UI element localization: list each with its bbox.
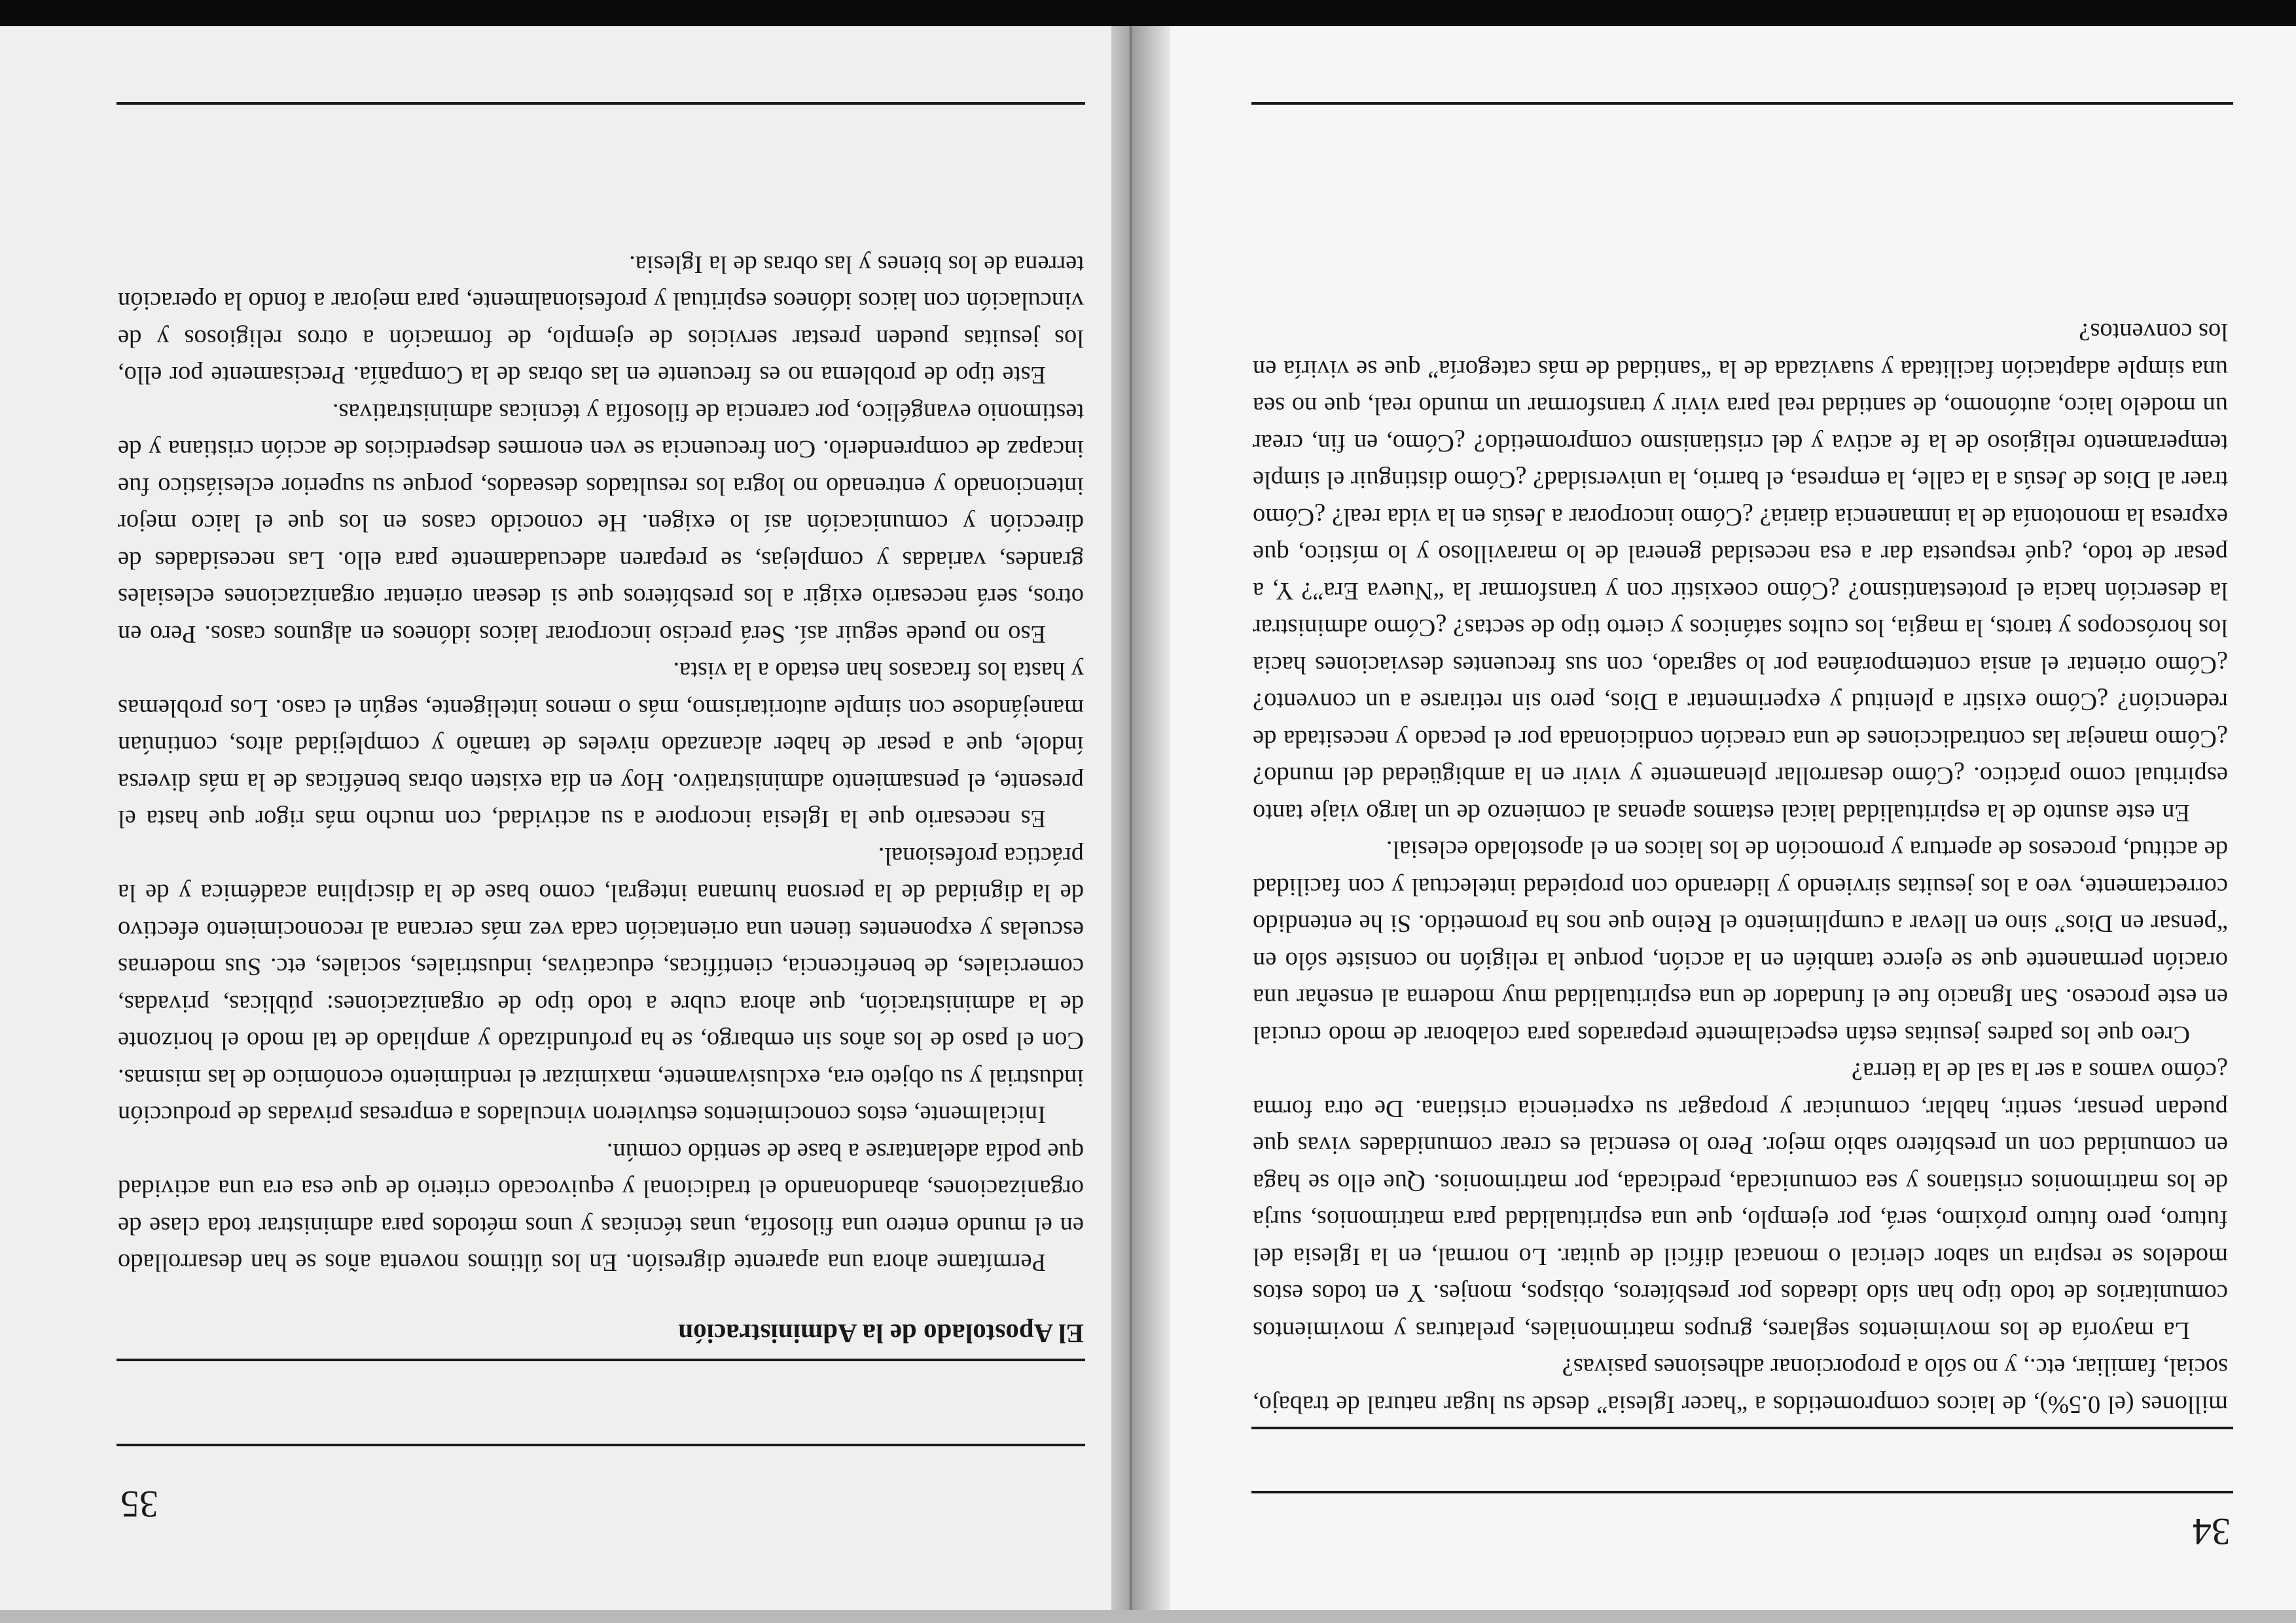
paragraph: Creo que los padres jesuitas están especialmente preparados para colaborar de modo crucial en este proceso. San Ignacio fue el fundador de una espiritualidad muy moderna al enseñar una oración permanente que se ejerce también en la acción, porque la religión no consiste sólo en “pensar en Dios” sino en llevar a cumplimiento el Reino que nos ha prometido. Si he entendido correctamente, veo a los jesuitas sirviendo y liderando con propiedad intelectual y con facilidad de actitud, procesos de apertura y promoción de los laicos en el apostolado eclesial. — [1253, 836, 2228, 1048]
paragraph: Este tipo de problema no es frecuente en las obras de la Compañía. Precisamente por ello, los jesuitas pueden prestar servicios de ejemplo, de formación a otros religiosos y de vinculación con laicos idóneos espiritual y profesionalmente, para mejorar a fondo la operación terrena de los bienes y las obras de la Iglesia. — [118, 251, 1084, 389]
paragraph: Es necesario que la Iglesia incorpore a su actividad, con mucho más rigor que hasta el presente, el pensamiento administrativo. Hoy en día existen obras benéficas de la más diversa índole, que a pesar de haber alcanzado niveles de tamaño y complejidad altos, continúan manejándose con simple autoritarismo, más o menos inteligente, según el caso. Los problemas y hasta los fracasos han estado a la vista. — [118, 657, 1084, 833]
paragraph: Inicialmente, estos conocimientos estuvieron vinculados a empresas privadas de producción industrial y su objeto era, exclusivamente, maximizar el rendimiento económico de las mismas. Con el paso de los años sin embargo, se ha profundizado y ampliado de tal modo el horizonte de la administración, que ahora cubre a todo tipo de organizaciones: públicas, privadas, comerciales, de beneficencia, científicas, educativas, industriales, sociales, etc. Sus modernas escuelas y exponentes tienen una orientación cada vez más cercana al reconocimiento efectivo de la dignidad de la persona humana integral, como base de la disciplina académica y de la práctica profesional. — [118, 842, 1084, 1129]
page-34 — [1131, 26, 2296, 1610]
page-35-body — [118, 246, 1084, 1353]
section-heading: El Apostolado de la Administración — [678, 1319, 1084, 1349]
page-number-35: 35 — [120, 1483, 158, 1525]
footer-rule — [117, 102, 1085, 105]
paragraph: Eso no puede seguir así. Será preciso incorporar laicos idóneos en algunos casos. Pero en otros, será necesario exigir a los presbíteros que si desean orientar organizaciones eclesiales grandes, variadas y complejas, se preparen adecuadamente para ello. Las necesidades de dirección y comunicación así lo exigen. He conocido casos en los que el laico mejor intencionado y entrenado no logra los resultados deseados, porque su superior eclesiástico fue incapaz de comprenderlo. Con frecuencia se ven enormes desperdicios de acción cristiana y de testimonio evangélico, por carencia de filosofía y técnicas administrativas. — [118, 399, 1084, 648]
page-number-34: 34 — [2193, 1510, 2231, 1553]
header-rule-lower — [117, 1359, 1085, 1361]
header-rule-lower — [1251, 1427, 2233, 1429]
page-34-text — [1253, 313, 2228, 1423]
header-rule — [1251, 1491, 2233, 1493]
paragraph: En este asunto de la espiritualidad laical estamos apenas al comienzo de un largo viaje tanto espiritual como práctico. ¿Cómo desarrollar plenamente y vivir en la ambigüedad del mundo? ¿Cómo manejar las contradicciones de una creación condicionada por el pecado y necesitada de redención? ¿Cómo existir a plenitud y experimentar a Dios, pero sin retirarse a un convento? ¿Cómo orientar el ansia contemporánea por lo sagrado, con sus frecuentes desviaciones hacia los horóscopos y tarots, la magia, los cultos satánicos y cierto tipo de sectas? ¿Cómo administrar la deserción hacia el protestantismo? ¿Cómo coexistir con y transformar la “Nueva Era”? Y, a pesar de todo, ¿qué respuesta dar a esa necesidad general de lo maravilloso y lo místico, que expresa la monotonía de la inmanencia diaria? ¿Cómo incorporar a Jesús en la vida real? ¿Cómo traer al Dios de Jesús a la calle, la empresa, el barrio, la universidad? ¿Cómo distinguir el simple temperamento religioso de la fe activa y del cristianismo comprometido? ¿Cómo, en fin, crear un modelo laico, autónomo, de santidad real para vivir y transformar un mundo real, que no sea una simple adaptación facilitada y suavizada de la “santidad de más categoría” que se viviría en los conventos? — [1253, 318, 2228, 827]
footer-rule — [1251, 102, 2233, 105]
header-rule — [117, 1444, 1085, 1446]
paragraph: La mayoría de los movimientos seglares, grupos matrimoniales, prelaturas y movimientos comunitarios de todo tipo han sido ideados por presbíteros, obispos, monjes. Y en todos estos modelos se respira un sabor clerical o monacal difícil de quitar. Lo normal, en la Iglesia del futuro, pero futuro próximo, será, por ejemplo, que una espiritualidad para matrimonios, surja de los matrimonios cristianos y sea comunicada, predicada, por matrimonios. Que ello se haga en comunidad con un presbítero sabio mejor. Pero lo esencial es crear comunidades vivas que puedan pensar, sentir, hablar, comunicar y propagar su experiencia cristiana. De otra forma ¿cómo vamos a ser la sal de la tierra? — [1253, 1058, 2228, 1344]
paragraph: Permítame ahora una aparente digresión. En los últimos noventa años se han desarrollado en el mundo entero una filosofía, unas técnicas y unos métodos para administrar toda clase de organizaciones, abandonando el tradicional y equivocado criterio de que esa era una actividad que podía adelantarse a base de sentido común. — [118, 1138, 1084, 1277]
paragraph: millones (el 0.5%), de laicos comprometidos a “hacer Iglesia” desde su lugar natural de trabajo, social, familiar, etc., y no sólo a proporcionar adhesiones pasivas? — [1253, 1353, 2228, 1418]
page-35 — [0, 26, 1111, 1610]
